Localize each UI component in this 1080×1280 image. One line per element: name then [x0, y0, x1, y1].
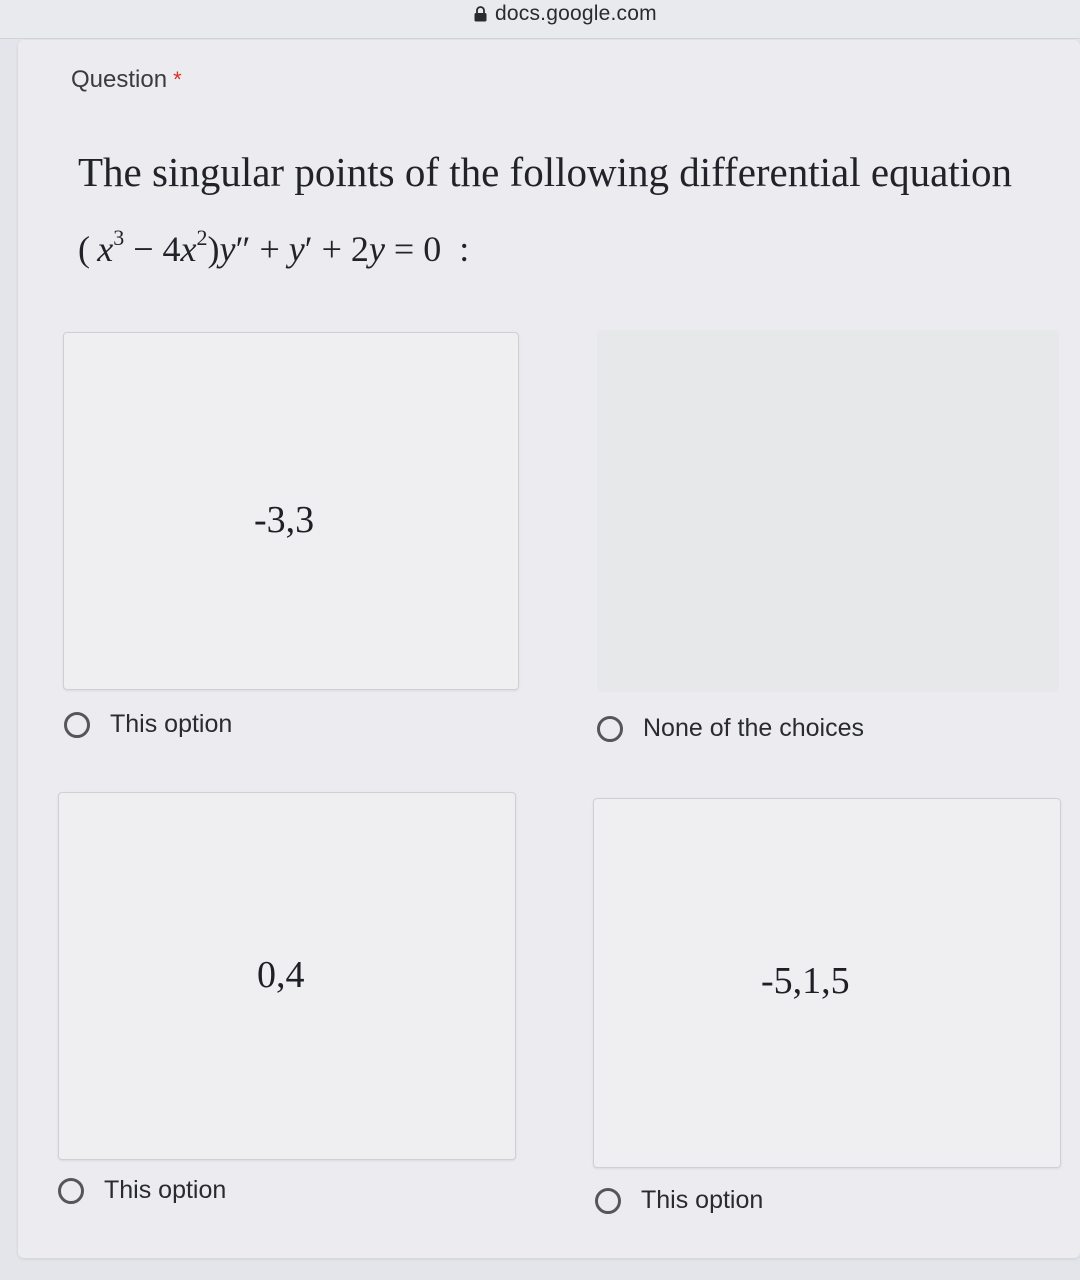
lock-icon [474, 6, 487, 22]
option-image-4[interactable] [593, 798, 1061, 1168]
browser-address-bar[interactable] [0, 0, 1080, 39]
radio-button-1[interactable] [64, 712, 90, 738]
option-image-3[interactable] [58, 792, 516, 1160]
option-image-1[interactable] [63, 332, 519, 690]
question-equation: ( $x^3 - 4x^2)y'' + y' + 2y = 0$ : [78, 225, 470, 269]
option-image-2[interactable] [597, 330, 1059, 692]
option-label-3: This option [104, 1176, 227, 1204]
radio-button-3[interactable] [58, 1178, 84, 1204]
equation-suffix: : [459, 229, 470, 269]
option-choice-4[interactable] [595, 1186, 763, 1215]
option-value-3: 0,4 [257, 954, 305, 996]
option-value-4: -5,1,5 [761, 960, 850, 1002]
url-text: docs.google.com [495, 2, 657, 25]
option-choice-2[interactable] [597, 714, 864, 743]
option-choice-1[interactable] [64, 710, 232, 739]
question-text: The singular points of the following differential equation [78, 149, 1013, 195]
option-choice-3[interactable] [58, 1176, 226, 1205]
radio-button-4[interactable] [595, 1188, 621, 1214]
question-label: Question [71, 66, 168, 93]
option-label-2: None of the choices [643, 714, 864, 742]
option-label-1: This option [110, 710, 233, 738]
radio-button-2[interactable] [597, 716, 623, 742]
option-value-1: -3,3 [254, 499, 315, 541]
required-marker: * [173, 67, 182, 92]
option-label-4: This option [641, 1186, 764, 1214]
question-title [71, 66, 182, 94]
url-display[interactable] [474, 2, 657, 26]
